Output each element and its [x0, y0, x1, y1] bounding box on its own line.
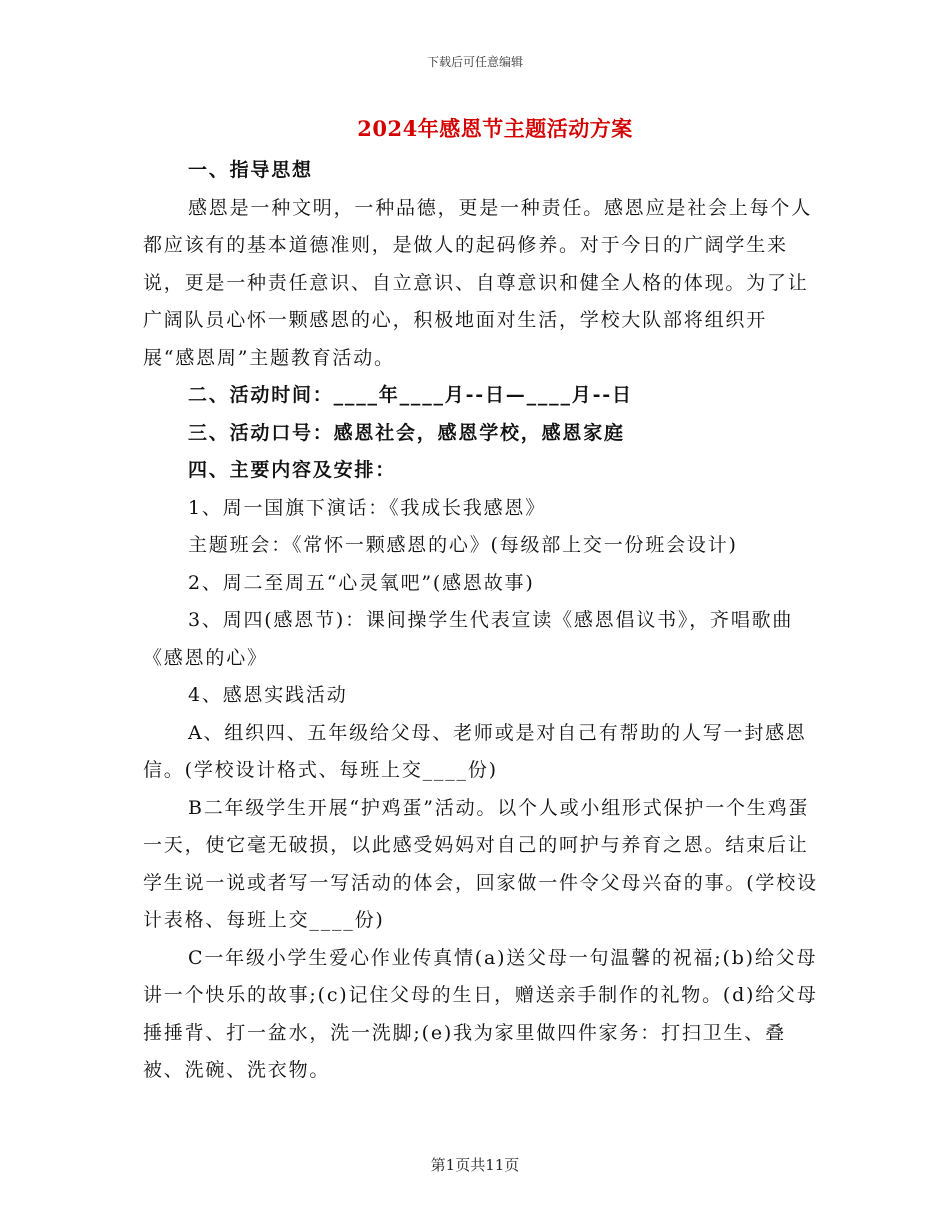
list-item-3: 3、周四(感恩节)：课间操学生代表宣读《感恩倡议书》，齐唱歌曲《感恩的心》 — [143, 609, 794, 669]
list-item-1: 1、周一国旗下演话：《我成长我感恩》 — [188, 496, 546, 519]
header-note: 下载后可任意编辑 — [426, 55, 523, 69]
document-body — [143, 152, 818, 1090]
section-3-heading: 三、活动口号：感恩社会，感恩学校，感恩家庭 — [188, 421, 625, 444]
list-item-1-sub: 主题班会：《常怀一颗感恩的心》(每级部上交一份班会设计) — [188, 534, 738, 556]
list-item-4-a: A、组织四、五年级给父母、老师或是对自己有帮助的人写一封感恩信。(学校设计格式、每班上交____份) — [143, 721, 807, 781]
section-1-heading: 一、指导思想 — [188, 159, 313, 181]
document-title: 2024年感恩节主题活动方案 — [357, 116, 633, 141]
page-number: 第1页共11页 — [430, 1156, 520, 1174]
section-1-body: 感恩是一种文明，一种品德，更是一种责任。感恩应是社会上每个人都应该有的基本道德准则，是做人的起码修养。对于今日的广阔学生来说，更是一种责任意识、自立意识、自尊意识和健全人格的体现。为了让广阔队员心怀一颗感恩的心，积极地面对生活，学校大队部将组织开展“感恩周”主题教育活动。 — [143, 196, 813, 369]
list-item-4-c: C一年级小学生爱心作业传真情(a)送父母一句温馨的祝福;(b)给父母讲一个快乐的故事;(c)记住父母的生日，赠送亲手制作的礼物。(d)给父母捶捶背、打一盆水，洗一洗脚;(e)我为家里做四件家务：打扫卫生、叠被、洗碗、洗衣物。 — [143, 946, 818, 1081]
list-item-4: 4、感恩实践活动 — [188, 684, 348, 706]
list-item-2: 2、周二至周五“心灵氧吧”(感恩故事) — [188, 571, 535, 594]
list-item-4-b: B二年级学生开展“护鸡蛋”活动。以个人或小组形式保护一个生鸡蛋一天，使它毫无破损，以此感受妈妈对自己的呵护与养育之恩。结束后让学生说一说或者写一写活动的体会，回家做一件令父母兴奋的事。(学校设计表格、每班上交____份) — [143, 796, 818, 931]
section-2-heading: 二、活动时间：____年____月--日—____月--日 — [188, 384, 633, 406]
section-4-heading: 四、主要内容及安排： — [188, 459, 397, 481]
